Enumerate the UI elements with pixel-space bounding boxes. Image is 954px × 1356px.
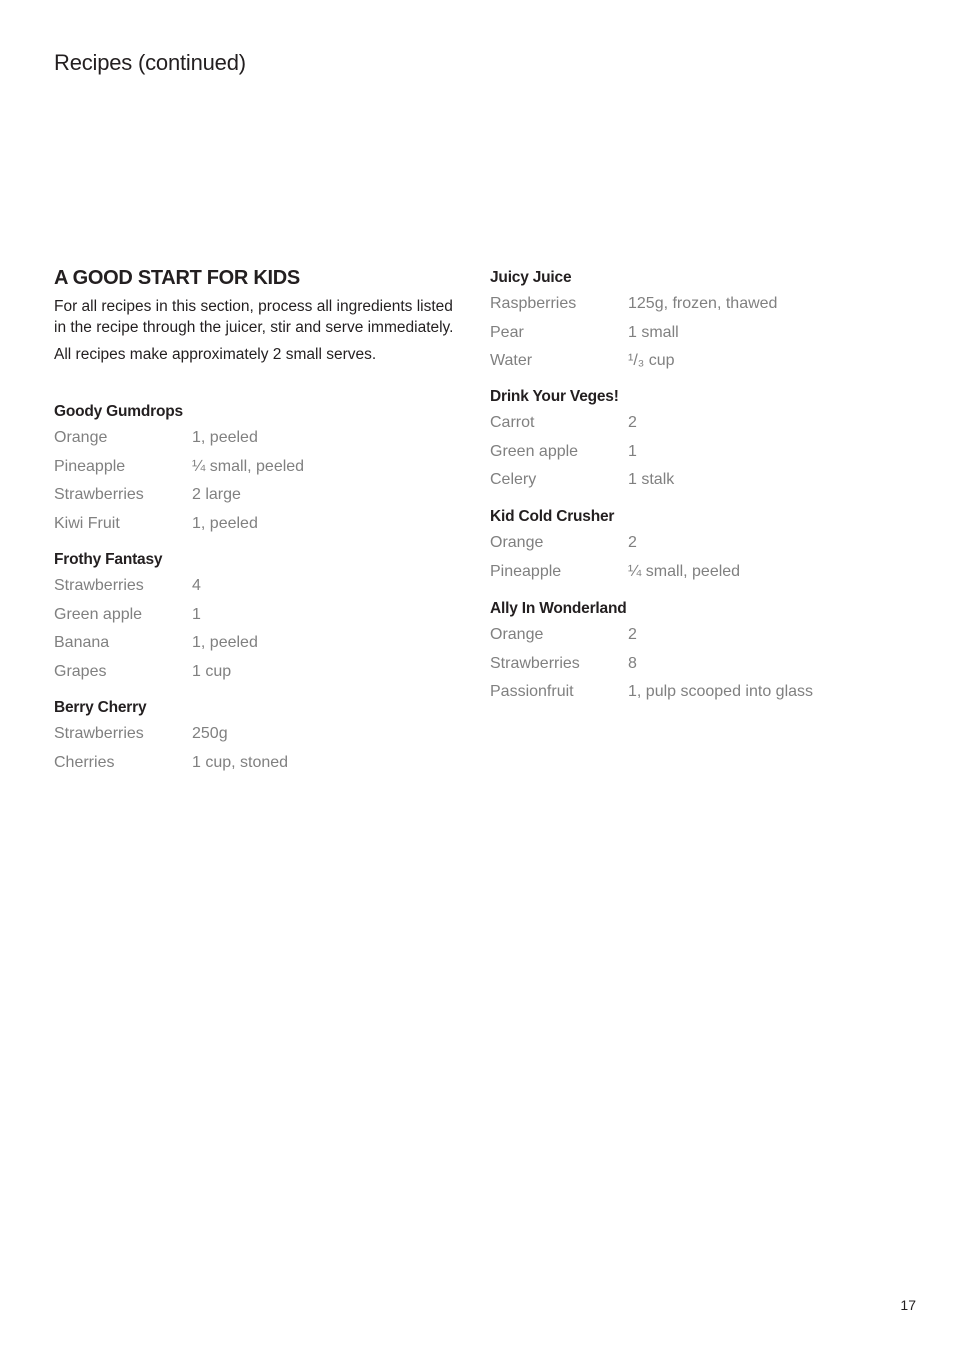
ingredient-row: [54, 724, 454, 753]
ingredient-name: Carrot: [490, 414, 535, 431]
ingredient-name: Pineapple: [54, 457, 126, 475]
ingredient-name: Strawberries: [54, 577, 144, 594]
ingredient-quantity: 2 large: [192, 486, 241, 503]
ingredient-name: Pear: [490, 323, 524, 341]
ingredient-row: [54, 428, 454, 457]
ingredient-name: Passionfruit: [490, 683, 574, 700]
recipe-goody-gumdrops: [54, 402, 454, 542]
ingredient-quantity: ¼ small, peeled: [628, 562, 741, 580]
ingredient-row: [54, 633, 454, 662]
ingredient-row: [54, 605, 454, 634]
recipe-juicy-juice: [490, 268, 910, 380]
ingredient-quantity: 8: [628, 654, 637, 672]
recipe-frothy-fantasy: [54, 550, 454, 690]
ingredient-quantity: 1, peeled: [192, 514, 258, 532]
ingredient-quantity: 1: [628, 442, 637, 460]
ingredient-name: Cherries: [54, 753, 115, 771]
ingredient-quantity: 1: [192, 605, 201, 623]
recipe-kid-cold-crusher: [490, 507, 910, 590]
recipe-title: Kid Cold Crusher: [490, 508, 615, 525]
ingredient-row: [54, 514, 454, 543]
ingredient-row: [490, 323, 910, 352]
ingredient-quantity: ¹/₃ cup: [628, 352, 675, 369]
recipe-berry-cherry: [54, 698, 454, 781]
ingredient-name: Raspberries: [490, 295, 577, 312]
ingredient-row: [490, 625, 910, 654]
ingredient-quantity: 2: [628, 414, 637, 431]
ingredient-name: Kiwi Fruit: [54, 514, 120, 532]
ingredient-row: [490, 351, 910, 380]
ingredient-quantity: 1, peeled: [192, 634, 258, 651]
ingredient-row: [54, 576, 454, 605]
ingredient-row: [490, 682, 910, 711]
ingredient-row: [490, 294, 910, 323]
ingredient-name: Orange: [54, 429, 108, 446]
ingredient-quantity: 2: [628, 626, 637, 643]
ingredient-name: Grapes: [54, 662, 107, 680]
ingredient-quantity: 125g, frozen, thawed: [628, 295, 778, 312]
ingredient-row: [490, 442, 910, 471]
ingredient-quantity: 4: [192, 577, 201, 594]
ingredient-name: Orange: [490, 534, 544, 551]
page-header-title: Recipes (continued): [54, 50, 246, 75]
page-number: 17: [900, 1297, 916, 1313]
ingredient-row: [54, 662, 454, 691]
ingredient-name: Green apple: [490, 442, 579, 460]
recipe-title: Frothy Fantasy: [54, 551, 163, 568]
section-title: A GOOD START FOR KIDS: [54, 267, 300, 289]
recipe-ally-in-wonderland: [490, 599, 910, 711]
recipe-title: Goody Gumdrops: [54, 403, 183, 420]
recipe-title: Drink Your Veges!: [490, 388, 619, 405]
ingredient-name: Strawberries: [490, 654, 580, 672]
recipe-drink-your-veges: [490, 387, 910, 499]
ingredient-name: Water: [490, 352, 533, 369]
ingredient-quantity: ¼ small, peeled: [192, 457, 305, 475]
ingredient-row: [54, 753, 454, 782]
ingredient-name: Strawberries: [54, 486, 144, 503]
ingredient-quantity: 1 cup: [192, 662, 232, 680]
ingredient-quantity: 2: [628, 534, 637, 551]
ingredient-name: Pineapple: [490, 562, 562, 580]
ingredient-row: [490, 654, 910, 683]
recipe-title: Berry Cherry: [54, 699, 147, 716]
ingredient-row: [54, 457, 454, 486]
ingredient-name: Celery: [490, 471, 537, 488]
section-intro: [54, 296, 454, 365]
ingredient-name: Green apple: [54, 605, 143, 623]
ingredient-quantity: 1 small: [628, 323, 679, 341]
ingredient-row: [490, 413, 910, 442]
intro-paragraph: For all recipes in this section, process all ingredients listed in the recipe through the juicer, stir and serve immediately.: [54, 298, 454, 336]
ingredient-quantity: 250g: [192, 725, 228, 742]
ingredient-name: Banana: [54, 634, 110, 651]
ingredient-quantity: 1 cup, stoned: [192, 753, 289, 771]
ingredient-row: [490, 470, 910, 499]
ingredient-name: Strawberries: [54, 725, 144, 742]
ingredient-row: [490, 562, 910, 591]
ingredient-name: Orange: [490, 626, 544, 643]
ingredient-row: [490, 533, 910, 562]
recipe-title: Ally In Wonderland: [490, 600, 627, 617]
intro-paragraph: All recipes make approximately 2 small serves.: [54, 346, 377, 363]
recipe-title: Juicy Juice: [490, 269, 572, 286]
ingredient-quantity: 1 stalk: [628, 471, 675, 488]
ingredient-row: [54, 485, 454, 514]
ingredient-quantity: 1, pulp scooped into glass: [628, 683, 814, 700]
ingredient-quantity: 1, peeled: [192, 429, 258, 446]
